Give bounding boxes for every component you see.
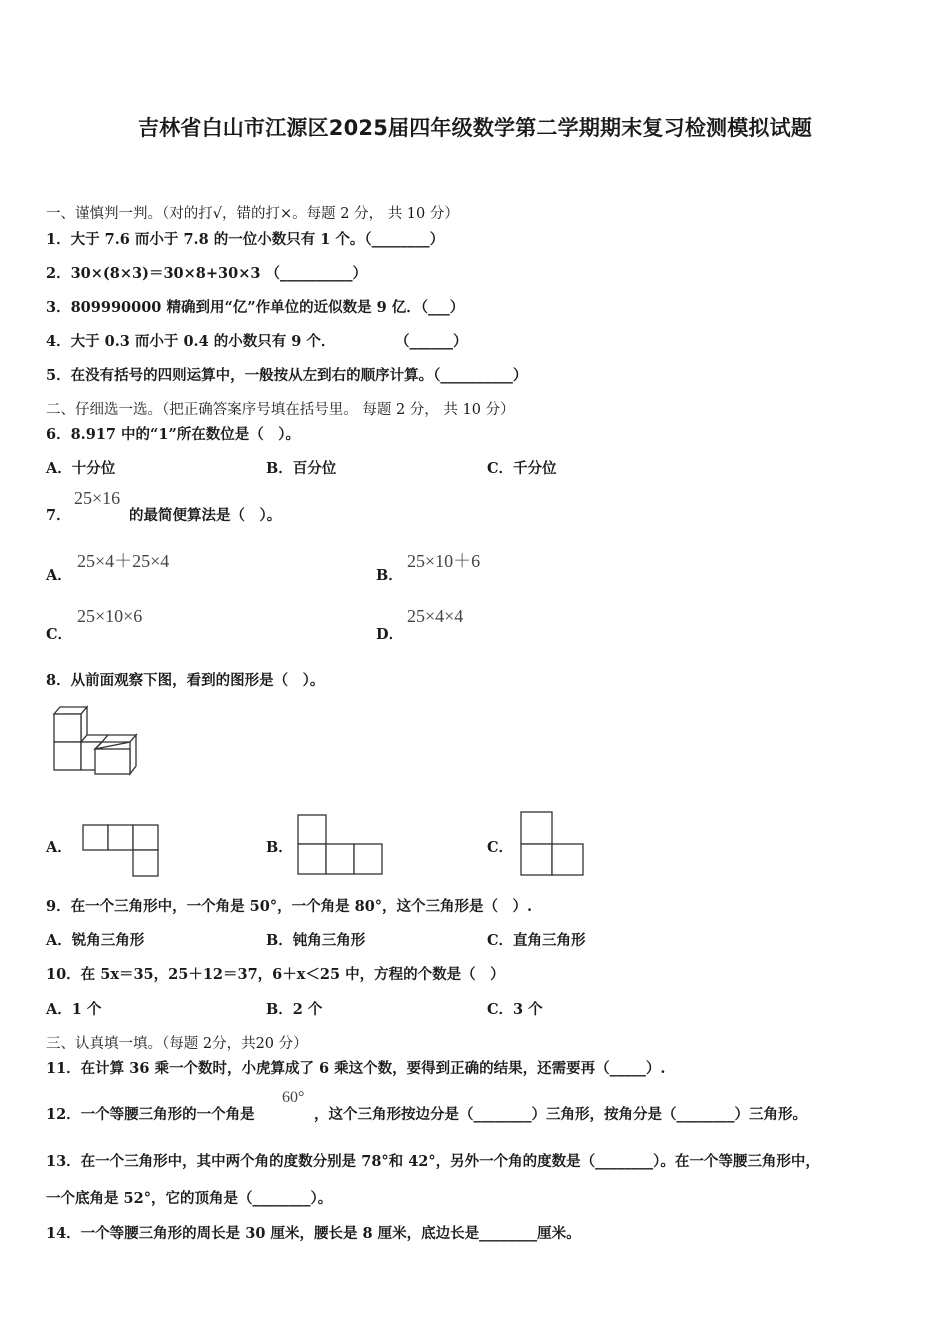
section-2-heading: 二、仔细选一选。（把正确答案序号填在括号里。 每题 2 分， 共 10 分） — [46, 402, 515, 418]
question-7-option-d-expr: 25×4×4 — [407, 606, 464, 626]
question-8-option-a-label: A． — [46, 839, 72, 856]
question-7-option-c-expr: 25×10×6 — [77, 606, 143, 626]
question-9-option-a: A．锐角三角形 — [46, 932, 145, 949]
question-3: 3．809990000 精确到用“亿”作单位的近似数是 9 亿．（___） — [46, 299, 465, 316]
question-8-option-c-figure — [520, 811, 586, 877]
question-6: 6．8.917 中的“1”所在数位是（ ）。 — [46, 426, 301, 443]
question-7-option-c-label: C． — [46, 626, 73, 643]
question-6-option-c: C．千分位 — [487, 460, 557, 477]
question-8-option-c-label: C． — [487, 839, 514, 856]
question-8-option-b-figure — [297, 814, 385, 876]
question-13-line-2: 一个底角是 52°，它的顶角是（________）。 — [46, 1190, 333, 1207]
question-8-option-a-figure — [82, 824, 160, 878]
question-7-number: 7． — [46, 507, 71, 524]
question-8: 8．从前面观察下图，看到的图形是（ ）。 — [46, 672, 325, 689]
question-7-option-b-label: B． — [376, 567, 403, 584]
question-7-option-a-expr: 25×4＋25×4 — [77, 551, 170, 571]
question-8-option-b-label: B． — [266, 839, 293, 856]
question-9-option-b: B．钝角三角形 — [266, 932, 366, 949]
page-title: 吉林省白山市江源区2025届四年级数学第二学期期末复习检测模拟试题 — [137, 116, 813, 140]
question-10: 10．在 5x＝35，25＋12＝37，6＋x＜25 中，方程的个数是（ ） — [46, 966, 505, 983]
question-10-option-b: B．2 个 — [266, 1001, 323, 1018]
section-1-heading: 一、谨慎判一判。（对的打√，错的打×。每题 2 分， 共 10 分） — [46, 206, 459, 222]
question-7-option-b-expr: 25×10＋6 — [407, 551, 481, 571]
question-1: 1．大于 7.6 而小于 7.8 的一位小数只有 1 个。（________） — [46, 231, 445, 248]
question-7-expression: 25×16 — [74, 488, 121, 508]
question-9-option-c: C．直角三角形 — [487, 932, 586, 949]
question-4: 4．大于 0.3 而小于 0.4 的小数只有 9 个． — [46, 333, 336, 350]
question-7-option-a-label: A． — [46, 567, 72, 584]
question-7-option-d-label: D． — [376, 626, 404, 643]
question-13-line-1: 13．在一个三角形中，其中两个角的度数分别是 78°和 42°，另外一个角的度数是（________）。在一个等腰三角形中， — [46, 1153, 820, 1170]
question-6-option-b: B．百分位 — [266, 460, 337, 477]
question-11: 11．在计算 36 乘一个数时，小虎算成了 6 乘这个数，要得到正确的结果，还需要再（_____）. — [46, 1060, 666, 1077]
question-2: 2．30×(8×3)＝30×8+30×3 （__________） — [46, 265, 367, 282]
question-14: 14．一个等腰三角形的周长是 30 厘米，腰长是 8 厘米，底边长是________厘米。 — [46, 1225, 581, 1242]
question-4-blank: （______） — [395, 333, 468, 350]
question-8-cube-figure — [50, 704, 142, 780]
question-5: 5．在没有括号的四则运算中，一般按从左到右的顺序计算。（__________） — [46, 367, 528, 384]
question-9: 9．在一个三角形中，一个角是 50°，一个角是 80°，这个三角形是（ ）. — [46, 898, 533, 915]
question-10-option-a: A．1 个 — [46, 1001, 102, 1018]
question-7-text: 的最简便算法是（ ）。 — [129, 507, 282, 524]
section-3-heading: 三、认真填一填。（每题 2分，共20 分） — [46, 1036, 308, 1052]
question-12-part-a: 12．一个等腰三角形的一个角是 — [46, 1106, 255, 1123]
question-10-option-c: C．3 个 — [487, 1001, 543, 1018]
question-12-angle: 60° — [282, 1089, 305, 1106]
question-6-option-a: A．十分位 — [46, 460, 116, 477]
question-12-part-b: ，这个三角形按边分是（________）三角形，按角分是（________）三角形。 — [314, 1106, 807, 1123]
